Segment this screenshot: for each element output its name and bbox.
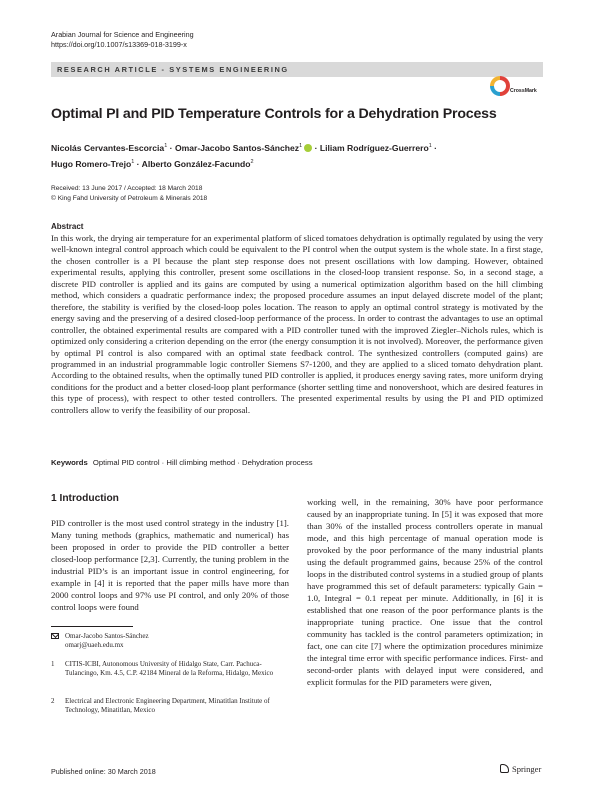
article-dates <box>51 184 207 203</box>
publisher-name: Springer <box>512 764 542 774</box>
footnote-divider <box>51 626 133 627</box>
author-affiliation-mark: 1 <box>164 143 168 149</box>
keyword-item[interactable]: Optimal PID control <box>92 458 160 467</box>
author-affiliation-mark: 1 <box>299 143 303 149</box>
copyright-notice: © King Fahd University of Petroleum & Minerals 2018 <box>51 194 208 202</box>
paper-title: Optimal PI and PID Temperature Controls for a Dehydration Process <box>51 106 497 122</box>
author-separator: · <box>169 142 173 153</box>
author-name[interactable]: Hugo Romero-Trejo <box>51 158 132 169</box>
crossmark-badge[interactable] <box>488 76 536 102</box>
section-heading-introduction: 1 Introduction <box>51 493 119 504</box>
springer-horse-icon <box>500 764 509 773</box>
article-type-banner <box>51 62 543 77</box>
author-affiliation-mark: 1 <box>131 158 135 165</box>
journal-header <box>51 30 194 50</box>
author-separator: · <box>136 158 140 169</box>
corresponding-author-name: Omar-Jacobo Santos-Sánchez <box>65 632 149 640</box>
affiliation-number: 1 <box>51 660 55 668</box>
author-name[interactable]: Omar-Jacobo Santos-Sánchez <box>174 142 300 153</box>
author-name[interactable]: Liliam Rodríguez-Guerrero <box>319 142 429 153</box>
article-type-label: RESEARCH ARTICLE - SYSTEMS ENGINEERING <box>57 65 289 74</box>
intro-column-left: PID controller is the most used control strategy in the industry [1]. Many tuning methods (graphics, mathematic and numerical) has been proposed in order to provide the PID controller a better closed-loop performance [2,3]. Currently, the tuning problem in the industrial PID’s is an important issue in control engineering, for example in [4] it is reported that the paper mills have more than 2000 control loops and 97% use PI control, and only 20% of those control loops were found <box>51 518 289 612</box>
orcid-icon[interactable] <box>304 144 312 152</box>
published-online-date: Published online: 30 March 2018 <box>51 767 156 776</box>
affiliation-text: CITIS-ICBI, Autonomous University of Hidalgo State, Carr. Pachuca-Tulancingo, Km. 4.5, C.P. 42184 Mineral de la Reforma, Hidalgo, Mexico <box>65 660 274 678</box>
corresponding-author-email[interactable]: omarj@uaeh.edu.mx <box>65 641 124 650</box>
author-name[interactable]: Nicolás Cervantes-Escorcia <box>51 142 165 153</box>
author-line-1 <box>51 139 531 155</box>
keywords <box>51 458 543 467</box>
received-accepted-dates: Received: 13 June 2017 / Accepted: 18 March 2018 <box>51 185 203 192</box>
publisher-logo <box>500 764 541 774</box>
author-affiliation-mark: 2 <box>250 158 254 165</box>
keyword-item[interactable]: Dehydration process <box>242 458 313 467</box>
affiliation-number: 2 <box>51 697 55 705</box>
author-separator: · <box>314 142 318 153</box>
author-name[interactable]: Alberto González-Facundo <box>141 158 251 169</box>
affiliation-text: Electrical and Electronic Engineering Department, Minatitlan Institute of Technology, Minatitlan, Mexico <box>65 697 270 715</box>
abstract-text: In this work, the drying air temperature for an experimental platform of sliced tomatoes dehydration is optimally regulated by using the very well-known integral control approach which could be equivalent to the PI control when the output system is the whole state. In a first stage, the chosen controller is a PI because the plant step response does not present oscillations with low damping. However, obtained experimental results, applying this controller, present some oscillations in the closed-loop transient response. So, in a second stage, a discrete PID controller is applied and its gains are computed by using a numerical optimization algorithm based on the hill climbing method, which considers a quadratic performance index; the proposed procedure assumes an input delayed discrete model of the plant; therefore, the stability is verified by the closed-loop poles location. The reason to apply an optimal control strategy is motivated by the energy saving and the preserving of a desired closed-loop performance of the process. In order to contrast the advantages to use an optimal controller, the obtained experimental results are compared with a PID controller tuned with the improved Ziegler–Nichols rules, which is optimized only considering a criterion depending on the error (the energy consumption it is not involved). Moreover, the performance given by optimal PI control is also compared with an optimal state feedback control. The synthesized controllers (computed gains) are programmed in an industrial programmable logic controller Siemens S7-1200, and they are applied to a sliced tomato dehydration plant. According to the obtained results, when the optimally tuned PID controller is applied, it produces energy saving rates, more uniform drying conditions for the product and a better closed-loop plant performance (shorter settling time and nonovershoot, which are desired features in this type of process), with respect to other tested controllers. The presented experimental results by using the PI and PID optimized controllers allow to verify the feasibility of our proposal. <box>51 233 543 415</box>
crossmark-label: CrossMark <box>510 88 537 94</box>
keywords-label: Keywords <box>51 458 88 467</box>
author-list <box>51 139 531 171</box>
author-line-2 <box>51 155 531 171</box>
intro-column-right: working well, in the remaining, 30% have poor performance caused by an inappropriate tuning. In [5] it was exposed that more than 30% of the installed process controllers operate in manual mode, and this high percentage of manual operation mode is provoked by the poor performance of the many industrial plants using the default programmed gains, because 25% of the control loops in the distributed control systems in a studied group of plants have programmed this set of default parameters: typically Gain = 1.0, Integral = 0.1 repeat per minute. Additionally, in [6] it is established that one reason of the poor performance plants is the inappropriate tuning practice. One issue that the control community has tackled is the control parameters optimization; in fact, one can cite [7] where the optimization procedures minimize the integral time error with specific performance indices. First- and second-order plants with delayed input were considered, and explicit formulas for the PID parameters were given, <box>307 497 543 687</box>
keyword-separator: · <box>235 458 243 467</box>
envelope-icon <box>51 633 59 639</box>
keyword-separator: · <box>159 458 167 467</box>
doi-link[interactable]: https://doi.org/10.1007/s13369-018-3199-x <box>51 40 187 49</box>
keyword-item[interactable]: Hill climbing method <box>166 458 236 467</box>
abstract-heading: Abstract <box>51 222 84 231</box>
journal-name: Arabian Journal for Science and Engineering <box>51 30 194 39</box>
author-separator: · <box>434 142 438 153</box>
author-affiliation-mark: 1 <box>428 143 432 149</box>
